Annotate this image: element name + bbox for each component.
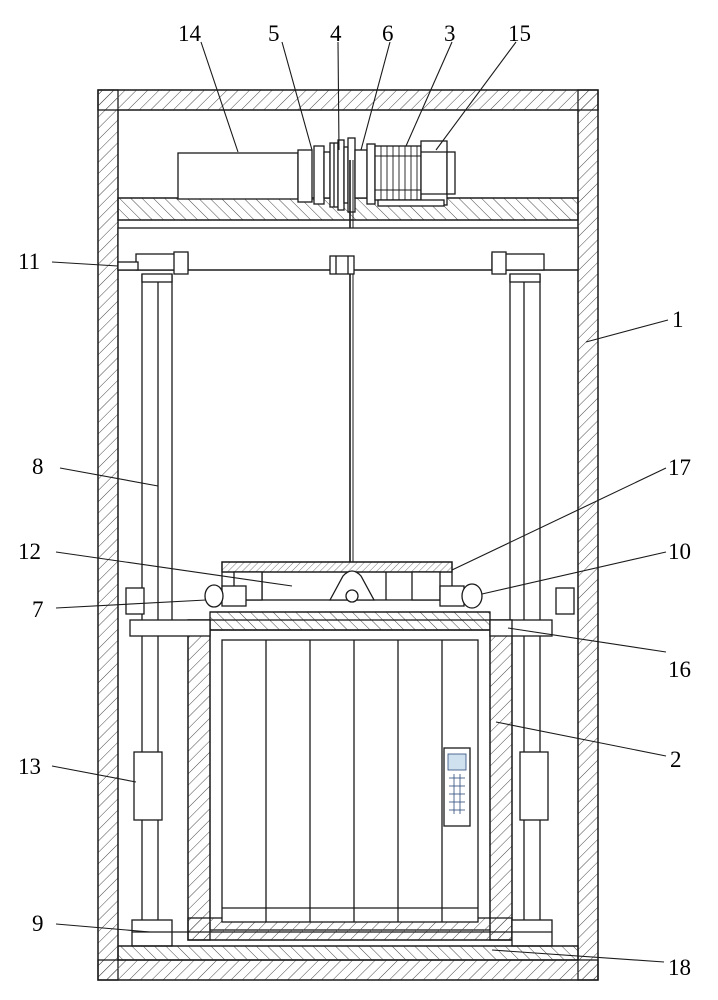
- callout-6: 6: [382, 21, 394, 46]
- callout-12: 12: [18, 539, 41, 564]
- callout-1: 1: [672, 307, 684, 332]
- callout-9: 9: [32, 911, 44, 936]
- callout-7: 7: [32, 597, 44, 622]
- callout-14: 14: [178, 21, 201, 46]
- callout-8: 8: [32, 454, 44, 479]
- callout-10: 10: [668, 539, 691, 564]
- callout-4: 4: [330, 21, 342, 46]
- callout-3: 3: [444, 21, 456, 46]
- callout-5: 5: [268, 21, 280, 46]
- callout-11: 11: [18, 249, 41, 274]
- callout-13: 13: [18, 754, 41, 779]
- callout-17: 17: [668, 455, 691, 480]
- callout-16: 16: [668, 657, 691, 682]
- callout-15: 15: [508, 21, 531, 46]
- callout-2: 2: [670, 747, 682, 772]
- callout-18: 18: [668, 955, 691, 980]
